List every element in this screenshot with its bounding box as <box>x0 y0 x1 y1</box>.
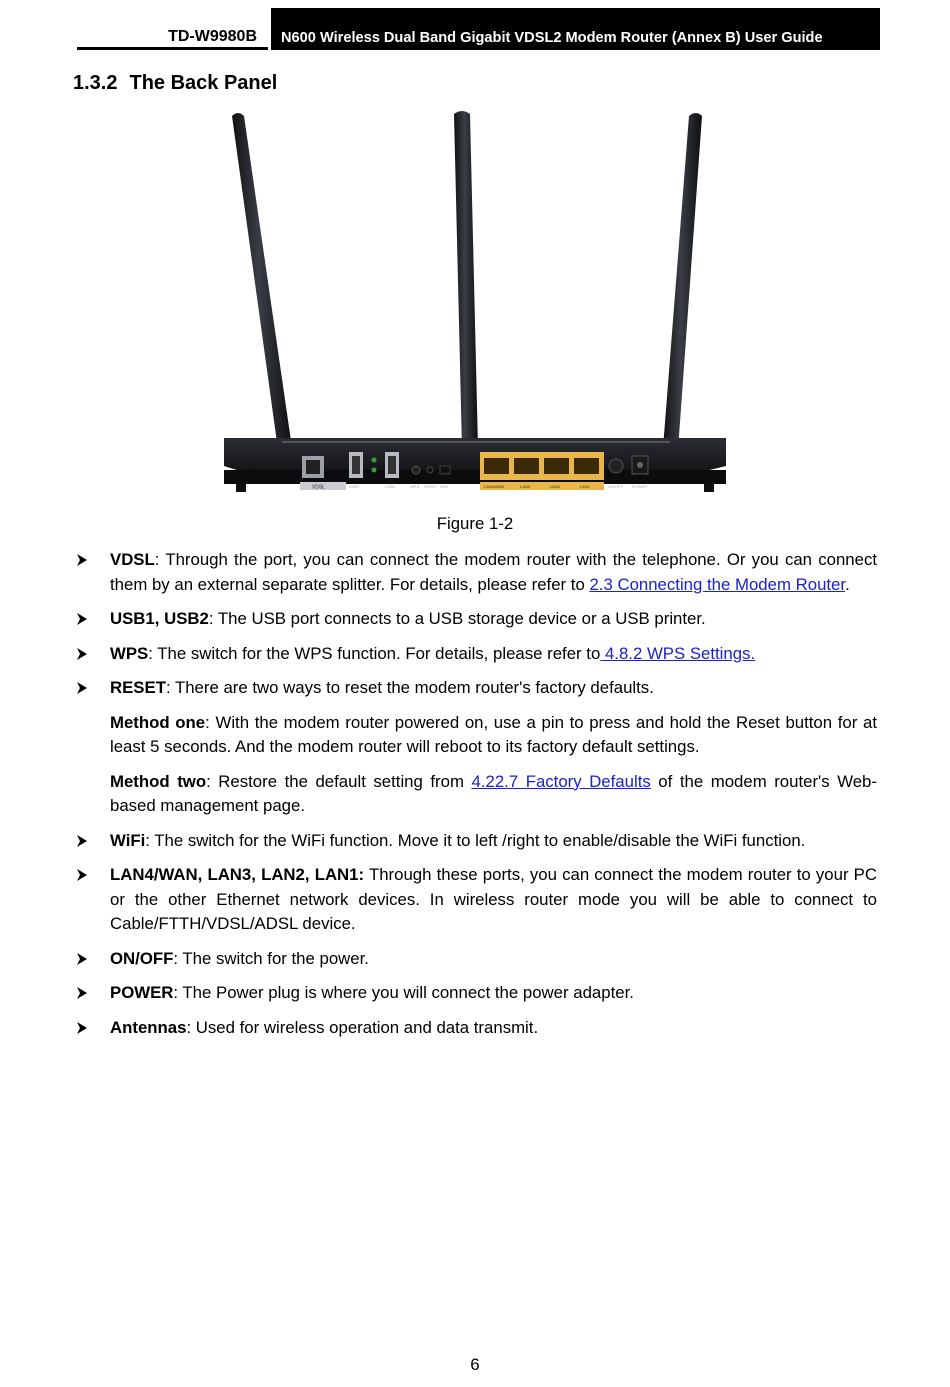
port-label: POWER <box>632 484 648 489</box>
on-off-button <box>609 459 623 473</box>
header-guide-text: N600 Wireless Dual Band Gigabit VDSL2 Modem Router (Annex B) User Guide <box>281 30 823 46</box>
term-vdsl: VDSL <box>110 550 155 569</box>
desc-wps: : The switch for the WPS function. For details, please refer to <box>148 643 601 663</box>
power-jack <box>632 456 648 474</box>
desc-power: : The Power plug is where you will connect the power adapter. <box>173 983 634 1002</box>
list-item-lan <box>74 863 877 937</box>
list-item-antennas <box>74 1016 877 1041</box>
port-label: WiFi <box>440 484 448 489</box>
header-guide-title <box>271 8 880 50</box>
term-usb: USB1, USB2 <box>110 609 209 628</box>
arrowhead-bullet-icon <box>74 548 94 572</box>
list-item-usb <box>74 607 877 632</box>
desc-wifi: : The switch for the WiFi function. Move it to left /right to enable/disable the WiFi function. <box>145 830 806 850</box>
router-back-panel-image <box>222 108 728 500</box>
term-antennas: Antennas <box>110 1017 187 1037</box>
port-label: WPS <box>410 484 420 489</box>
antenna-left <box>232 113 292 450</box>
desc-method-two: : Restore the default setting from <box>206 771 472 791</box>
arrowhead-bullet-icon <box>74 607 94 631</box>
section-title-text: The Back Panel <box>129 72 278 94</box>
term-lan: LAN4/WAN, LAN3, LAN2, LAN1: <box>110 865 365 884</box>
term-method-one: Method one <box>110 712 206 732</box>
list-item-wps <box>74 642 877 667</box>
header-model <box>77 8 268 50</box>
port-label: LAN2 <box>550 484 561 489</box>
port-label: LAN4/WAN <box>484 484 505 489</box>
vdsl-port <box>302 456 324 478</box>
port-label: LAN3 <box>520 484 531 489</box>
arrowhead-bullet-icon <box>74 829 94 853</box>
desc-method-one: : With the modem router powered on, use a pin to press and hold the Reset button for at least 5 seconds. And the modem router will reboot to its factory default settings. <box>110 712 877 756</box>
link-connecting-modem-router[interactable]: 2.3 Connecting the Modem Router <box>589 574 846 594</box>
link-factory-defaults[interactable]: 4.22.7 Factory Defaults <box>471 771 651 791</box>
port-description-list <box>74 548 877 1050</box>
reset-method-two <box>74 770 877 819</box>
section-title <box>73 72 277 95</box>
term-reset: RESET <box>110 678 166 697</box>
arrowhead-bullet-icon <box>74 1016 94 1040</box>
port-label: USB2 <box>385 484 396 489</box>
port-label: RESET <box>424 484 438 489</box>
term-method-two: Method two <box>110 771 207 791</box>
term-wps: WPS <box>110 643 149 663</box>
page-number: 6 <box>470 1355 480 1374</box>
antenna-center <box>454 111 478 448</box>
port-label: VDSL <box>312 484 326 491</box>
list-item-wifi <box>74 829 877 854</box>
arrowhead-bullet-icon <box>74 947 94 971</box>
arrowhead-bullet-icon <box>74 676 94 700</box>
usb1-port <box>349 452 363 478</box>
desc-method-two-end: of the modem router's Web-based management page. <box>110 771 877 815</box>
arrowhead-bullet-icon <box>74 642 94 666</box>
port-label: USB1 <box>349 484 360 489</box>
reset-method-one <box>74 711 877 760</box>
desc-vdsl: : Through the port, you can connect the modem router with the telephone. Or you can connect them by an external separate splitter. For details, please refer to <box>110 550 877 594</box>
arrowhead-bullet-icon <box>74 981 94 1005</box>
wps-button <box>412 466 420 474</box>
page-header <box>77 8 880 50</box>
usb-led-icon <box>372 458 377 463</box>
figure-caption: Figure 1-2 <box>436 514 514 533</box>
desc-usb: : The USB port connects to a USB storage device or a USB printer. <box>208 609 706 628</box>
section-number: 1.3.2 <box>73 72 118 94</box>
usb-led-icon <box>372 468 377 473</box>
term-onoff: ON/OFF <box>110 948 174 968</box>
link-wps-settings[interactable]: 4.8.2 WPS Settings. <box>600 643 756 663</box>
desc-vdsl-end: . <box>845 574 850 594</box>
arrowhead-bullet-icon <box>74 863 94 887</box>
port-label: LAN1 <box>580 484 591 489</box>
list-item-onoff <box>74 947 877 972</box>
port-label: ON/OFF <box>608 484 624 489</box>
list-item-reset <box>74 676 877 701</box>
list-item-power <box>74 981 877 1006</box>
desc-reset: : There are two ways to reset the modem router's factory defaults. <box>165 678 654 697</box>
desc-lan: Through these ports, you can connect the modem router to your PC or the other Ethernet network devices. In wireless router mode you will be able to connect to Cable/FTTH/VDSL/ADSL device. <box>110 865 877 933</box>
term-wifi: WiFi <box>110 830 146 850</box>
wifi-switch <box>440 466 450 474</box>
header-model-text: TD-W9980B <box>168 28 257 45</box>
term-power: POWER <box>110 983 174 1002</box>
usb2-port <box>385 452 399 478</box>
antenna-right <box>663 113 702 450</box>
reset-button <box>427 467 433 473</box>
desc-onoff: : The switch for the power. <box>173 948 369 968</box>
lan-ports <box>480 452 604 480</box>
list-item-vdsl <box>74 548 877 597</box>
desc-antennas: : Used for wireless operation and data transmit. <box>186 1017 539 1037</box>
